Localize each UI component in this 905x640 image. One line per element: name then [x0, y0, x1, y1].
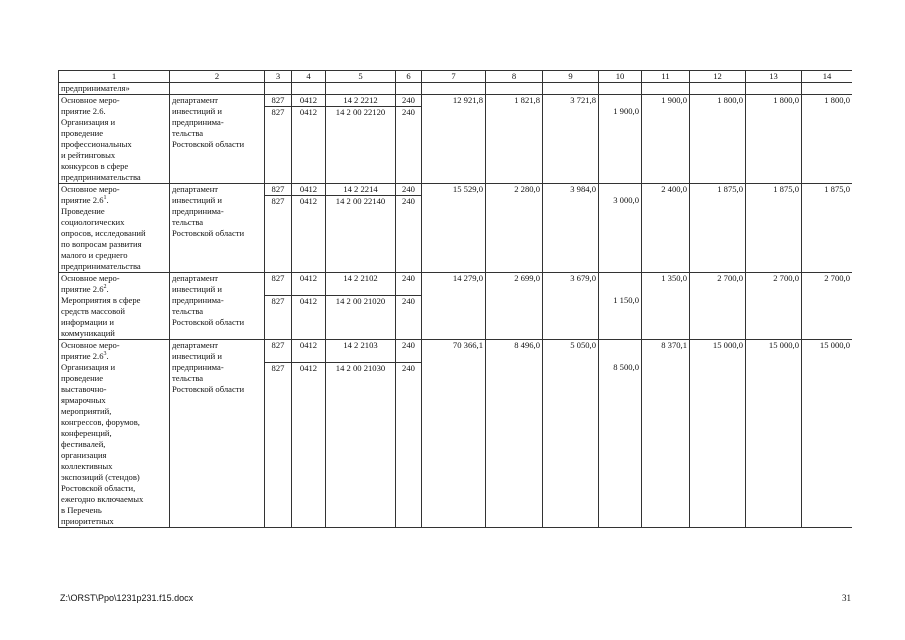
amount-col-14: 1 875,0 — [802, 184, 853, 273]
amount-col-10: 3 000,0 — [599, 184, 642, 273]
column-header-1: 1 — [59, 71, 170, 83]
page-number: 31 — [842, 593, 851, 603]
amount-col-14: 2 700,0 — [802, 273, 853, 340]
column-header-3: 3 — [265, 71, 292, 83]
activity-title: Основное меро- приятие $2.6^2$. Мероприятия в сфере средств массовой информации и коммуникаций — [59, 273, 170, 340]
amount-col-14: 15 000,0 — [802, 340, 853, 528]
header-row — [59, 71, 853, 83]
column-header-4: 4 — [292, 71, 326, 83]
code-c6: 240 240 — [396, 273, 422, 340]
amount-col-11: 2 400,0 — [642, 184, 690, 273]
total-amount: 14 279,0 — [422, 273, 486, 340]
code-c4: 0412 0412 — [292, 273, 326, 340]
amount-col-11: 1 350,0 — [642, 273, 690, 340]
column-header-13: 13 — [746, 71, 802, 83]
code-c3: 827 827 — [265, 340, 292, 528]
column-header-5: 5 — [326, 71, 396, 83]
amount-col-9: 3 984,0 — [543, 184, 599, 273]
activity-title: Основное меро- приятие $2.6^1$. Проведение социологических опросов, исследований по вопросам развития малого и среднего предпринимательства — [59, 184, 170, 273]
amount-col-13: 15 000,0 — [746, 340, 802, 528]
amount-col-13: 2 700,0 — [746, 273, 802, 340]
responsible-department: департамент инвестиций и предпринима- тельства Ростовской области — [170, 340, 265, 528]
amount-col-10: 1 150,0 — [599, 273, 642, 340]
table-row — [59, 340, 853, 528]
activity-title: Основное меро- приятие 2.6. Организация и проведение профессиональных и рейтинговых конкурсов в сфере предпринимательства — [59, 95, 170, 184]
amount-col-10: 1 900,0 — [599, 95, 642, 184]
code-c5: 14 2 2103 14 2 00 21030 — [326, 340, 396, 528]
code-c5: 14 2 2212 14 2 00 22120 — [326, 95, 396, 184]
amount-col-8: 2 699,0 — [486, 273, 543, 340]
column-header-12: 12 — [690, 71, 746, 83]
code-c4: 0412 0412 — [292, 184, 326, 273]
table-row — [59, 95, 853, 184]
budget-table-container — [58, 70, 852, 580]
code-c3: 827 827 — [265, 184, 292, 273]
amount-col-9: 3 679,0 — [543, 273, 599, 340]
table-row — [59, 273, 853, 340]
continuation-row — [59, 83, 853, 95]
column-header-2: 2 — [170, 71, 265, 83]
code-c5: 14 2 2102 14 2 00 21020 — [326, 273, 396, 340]
amount-col-8: 1 821,8 — [486, 95, 543, 184]
code-c3: 827 827 — [265, 273, 292, 340]
amount-col-14: 1 800,0 — [802, 95, 853, 184]
amount-col-9: 3 721,8 — [543, 95, 599, 184]
amount-col-10: 8 500,0 — [599, 340, 642, 528]
footer-file-path: Z:\ORST\Ppo\1231p231.f15.docx — [60, 593, 194, 603]
column-header-11: 11 — [642, 71, 690, 83]
amount-col-11: 1 900,0 — [642, 95, 690, 184]
code-c3: 827 827 — [265, 95, 292, 184]
code-c4: 0412 0412 — [292, 340, 326, 528]
amount-col-8: 8 496,0 — [486, 340, 543, 528]
total-amount: 15 529,0 — [422, 184, 486, 273]
column-header-6: 6 — [396, 71, 422, 83]
amount-col-13: 1 800,0 — [746, 95, 802, 184]
amount-col-12: 1 875,0 — [690, 184, 746, 273]
code-c5: 14 2 2214 14 2 00 22140 — [326, 184, 396, 273]
continuation-text: предпринимателя» — [59, 83, 170, 95]
responsible-department: департамент инвестиций и предпринима- тельства Ростовской области — [170, 95, 265, 184]
total-amount: 12 921,8 — [422, 95, 486, 184]
amount-col-12: 2 700,0 — [690, 273, 746, 340]
code-c6: 240 240 — [396, 340, 422, 528]
amount-col-9: 5 050,0 — [543, 340, 599, 528]
column-header-10: 10 — [599, 71, 642, 83]
activity-title: Основное меро- приятие $2.6^3$. Организация и проведение выставочно- ярмарочных мероприятий, конгрессов, форумов, конференций, фестивалей, организация коллективных экспозиций (стендов) Ростовской области, ежегодно включаемых в Перечень приоритетных — [59, 340, 170, 528]
code-c6: 240 240 — [396, 95, 422, 184]
amount-col-12: 1 800,0 — [690, 95, 746, 184]
column-header-9: 9 — [543, 71, 599, 83]
column-header-7: 7 — [422, 71, 486, 83]
table-row — [59, 184, 853, 273]
code-c4: 0412 0412 — [292, 95, 326, 184]
amount-col-8: 2 280,0 — [486, 184, 543, 273]
amount-col-13: 1 875,0 — [746, 184, 802, 273]
responsible-department: департамент инвестиций и предпринима- тельства Ростовской области — [170, 184, 265, 273]
total-amount: 70 366,1 — [422, 340, 486, 528]
amount-col-11: 8 370,1 — [642, 340, 690, 528]
column-header-14: 14 — [802, 71, 853, 83]
code-c6: 240 240 — [396, 184, 422, 273]
column-header-8: 8 — [486, 71, 543, 83]
amount-col-12: 15 000,0 — [690, 340, 746, 528]
budget-table — [58, 70, 852, 528]
responsible-department: департамент инвестиций и предпринима- тельства Ростовской области — [170, 273, 265, 340]
